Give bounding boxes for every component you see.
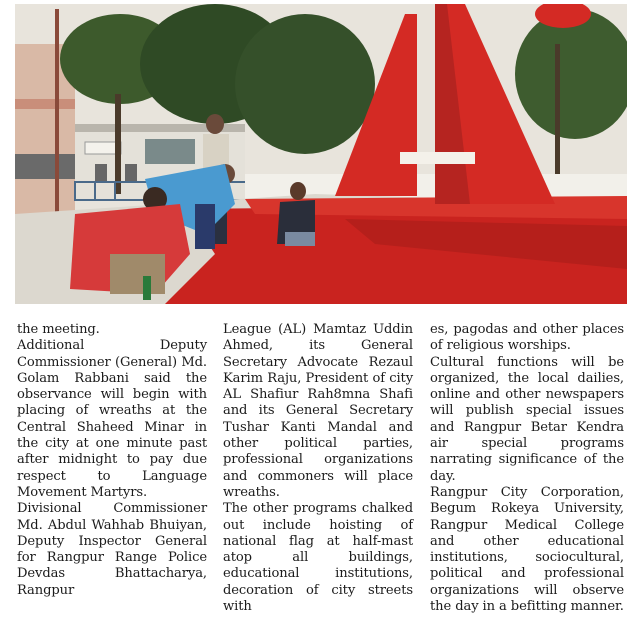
paragraph: League (AL) Mamtaz Uddin Ahmed, its General Secretary Advocate Rezaul Karim Raju, President of city AL Shafiur Rah8mna Shafi and its General Secretary Tushar Kanti Mandal and other political parties, professional organizations and commoners will place wreaths. [223,322,413,500]
paragraph: the meeting. [17,322,100,337]
person-crouching [290,182,306,200]
article-column-3 [430,322,624,615]
news-photo [15,4,627,304]
paragraph: Additional Deputy Commissioner (General) Md. Golam Rabbani said the observance will begin with placing of wreaths at the Central Shaheed Minar in the city at one minute past after midnight to pay due respect to Language Movement Martyrs. [17,338,207,500]
paragraph: es, pagodas and other places of religious worships. [430,322,624,354]
tree [235,14,375,154]
paragraph: Rangpur City Corporation, Begum Rokeya University, Rangpur Medical College and other educational institutions, sociocultural, political and professional organizations will observe the day in a befitting manner. [430,484,624,615]
paragraph: The other programs chalked out include hoisting of national flag at half-mast atop all buildings, educational institutions, decoration of city streets with [223,501,413,615]
person-standing [206,114,224,134]
article-column-2 [223,322,413,615]
lamp-post [55,9,59,214]
monument-slab [400,152,475,164]
article-column-1 [17,322,207,599]
paragraph: Cultural functions will be organized, the local dailies, online and other newspapers will publish special issues and Rangpur Betar Kendra air special programs narrating significance of the day. [430,354,624,484]
article-body [17,322,625,638]
monument-scene [15,4,627,304]
paragraph: Divisional Commissioner Md. Abdul Wahhab Bhuiyan, Deputy Inspector General for Rangpur Range Police Devdas Bhattacharya, Rangpur [17,501,207,598]
